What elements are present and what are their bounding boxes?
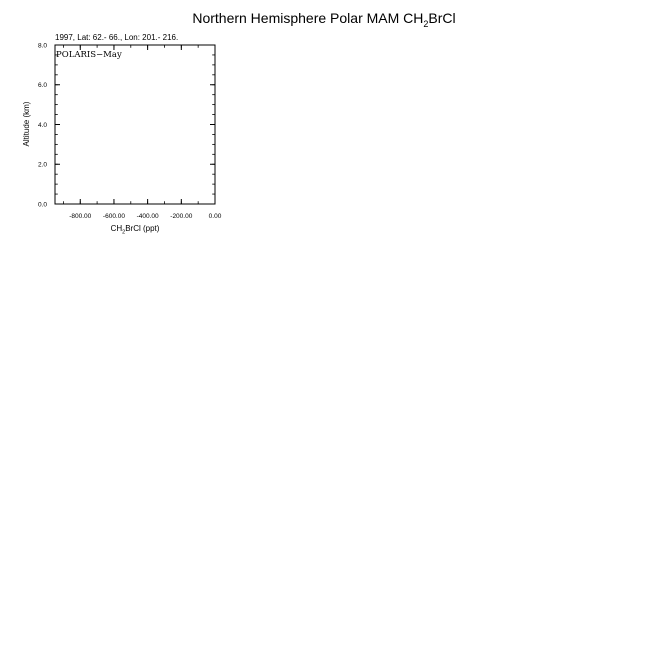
x-axis	[63, 45, 221, 220]
y-tick-label: 4.0	[37, 121, 47, 129]
x-tick-label: 0.00	[208, 213, 222, 220]
figure-title-subscript: 2	[423, 19, 429, 29]
panel-label: POLARIS−May	[56, 50, 122, 60]
y-tick-label: 8.0	[37, 42, 47, 50]
x-tick-label: -600.00	[102, 213, 125, 220]
y-axis	[38, 42, 215, 208]
x-axis-label	[111, 224, 160, 236]
y-axis-label: Altitude (km)	[22, 101, 31, 147]
figure-title	[192, 10, 455, 29]
y-tick-label: 0.0	[37, 201, 47, 209]
x-tick-label: -800.00	[69, 213, 92, 220]
y-tick-label: 2.0	[37, 161, 47, 169]
x-axis-label-prefix: CH	[110, 224, 123, 233]
x-tick-label: -400.00	[136, 213, 159, 220]
x-axis-label-suffix: BrCl (ppt)	[125, 224, 160, 233]
plot-frame	[55, 45, 215, 204]
x-axis-label-subscript: 2	[122, 229, 126, 236]
chart-subtitle: 1997, Lat: 62.- 66., Lon: 201.- 216.	[55, 33, 179, 42]
y-tick-label: 6.0	[37, 82, 47, 90]
x-tick-label: -200.00	[170, 213, 193, 220]
figure-title-suffix: BrCl	[428, 10, 456, 26]
figure-title-prefix: Northern Hemisphere Polar MAM CH	[192, 10, 424, 26]
